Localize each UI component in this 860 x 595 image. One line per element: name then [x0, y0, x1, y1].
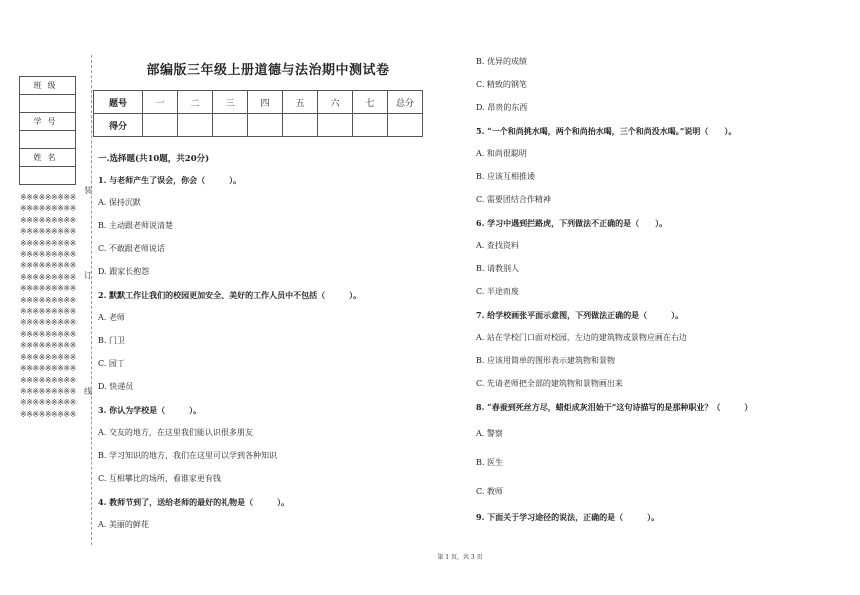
- answer-option: C. 精致的钢笔: [476, 80, 527, 89]
- question-text: 6. 学习中遇到拦路虎，下列做法不正确的是（ ）。: [476, 218, 668, 228]
- score-header-cell: 一: [143, 91, 178, 114]
- student-number-field[interactable]: [20, 131, 76, 149]
- decorative-pattern: ※※※※※※※※※※※※※※※※※※※※※※※※※※※※※※※※※※※※※※※※※※※※※※※※※※※※※※※※※※※※※※※※※※※※※※※※※※※※※※※※※※※※※※※※※※※※※※※※※※※※※※※※※※※※※※※※※※※※※※※※※※※※※※※※※※※※※※※※※※※※※※※※※※※※※※※※※※※※※※※※※※※※※※※※※※※※※※※※※※※※: [20, 193, 76, 419]
- answer-option: A. 站在学校门口面对校园，左边的建筑物或景物应画在右边: [476, 333, 687, 342]
- question-text: 9. 下面关于学习途径的说法，正确的是（ ）。: [476, 512, 660, 522]
- score-header-cell: 三: [213, 91, 248, 114]
- score-header-cell: 五: [283, 91, 318, 114]
- question-text: 8. “春蚕到死丝方尽，蜡炬成灰泪始干”这句诗描写的是那种职业？（ ）: [476, 402, 753, 412]
- answer-option: A. 老师: [98, 313, 125, 322]
- answer-option: D. 昂贵的东西: [476, 103, 528, 112]
- question-text: 4. 教师节到了，送给老师的最好的礼物是（ ）。: [98, 497, 290, 507]
- answer-option: D. 跟家长抱怨: [98, 267, 150, 276]
- score-table: [93, 90, 423, 137]
- answer-option: A. 保持沉默: [98, 198, 141, 207]
- binding-line: [91, 55, 92, 545]
- score-cell[interactable]: [178, 114, 213, 137]
- student-number-label: 学号: [20, 113, 76, 131]
- score-cell[interactable]: [213, 114, 248, 137]
- score-header-cell: 二: [178, 91, 213, 114]
- score-cell[interactable]: [388, 114, 423, 137]
- answer-option: C. 互相攀比的场所，看谁家更有钱: [98, 474, 221, 483]
- class-field[interactable]: [20, 95, 76, 113]
- section-heading: 一.选择题(共10题，共20分): [98, 154, 210, 164]
- binding-char-ding: 订: [84, 271, 92, 280]
- score-row-label: 得分: [94, 114, 143, 137]
- question-text: 1. 与老师产生了误会，你会（ ）。: [98, 175, 242, 185]
- answer-option: A. 查找资料: [476, 241, 519, 250]
- score-header-cell: 四: [248, 91, 283, 114]
- answer-option: C. 不敢跟老师说话: [98, 244, 165, 253]
- answer-option: C. 教师: [476, 487, 503, 496]
- class-label: 班级: [20, 77, 76, 95]
- answer-option: B. 请教别人: [476, 264, 519, 273]
- name-field[interactable]: [20, 167, 76, 185]
- answer-option: B. 门卫: [98, 336, 125, 345]
- score-header-cell: 题号: [94, 91, 143, 114]
- answer-option: C. 半途而废: [476, 287, 519, 296]
- score-header-cell: 总分: [388, 91, 423, 114]
- answer-option: D. 快递员: [98, 382, 134, 391]
- page-title: 部编版三年级上册道德与法治期中测试卷: [146, 63, 390, 78]
- score-header-cell: 七: [353, 91, 388, 114]
- score-cell[interactable]: [143, 114, 178, 137]
- answer-option: A. 交友的地方，在这里我们能认识很多朋友: [98, 428, 253, 437]
- score-cell[interactable]: [318, 114, 353, 137]
- answer-option: C. 先请老师把全部的建筑物和景物画出来: [476, 379, 623, 388]
- score-cell[interactable]: [283, 114, 318, 137]
- answer-option: A. 和尚很聪明: [476, 149, 527, 158]
- answer-option: B. 医生: [476, 458, 503, 467]
- question-text: 2. 默默工作让我们的校园更加安全、美好的工作人员中不包括（ ）。: [98, 290, 362, 300]
- page-footer: 第 1 页，共 3 页: [437, 554, 483, 561]
- answer-option: A. 警察: [476, 429, 503, 438]
- score-cell[interactable]: [353, 114, 388, 137]
- binding-char-xian: 线: [84, 387, 92, 396]
- answer-option: B. 优异的成绩: [476, 57, 527, 66]
- answer-option: B. 学习知识的地方，我们在这里可以学到各种知识: [98, 451, 277, 460]
- score-header-cell: 六: [318, 91, 353, 114]
- binding-char-zhuang: 装: [84, 186, 92, 195]
- answer-option: C. 园丁: [98, 359, 125, 368]
- answer-option: B. 主动跟老师说清楚: [98, 221, 173, 230]
- answer-option: B. 应该互相推诿: [476, 172, 535, 181]
- student-info-box: [19, 76, 76, 185]
- name-label: 姓名: [20, 149, 76, 167]
- question-text: 3. 你认为学校是（ ）。: [98, 405, 202, 415]
- answer-option: C. 需要团结合作精神: [476, 195, 551, 204]
- answer-option: B. 应该用简单的图形表示建筑物和景物: [476, 356, 615, 365]
- answer-option: A. 美丽的鲜花: [98, 520, 149, 529]
- question-text: 7. 给学校画张平面示意图，下列做法正确的是（ ）。: [476, 310, 684, 320]
- question-text: 5. “一个和尚挑水喝，两个和尚抬水喝，三个和尚没水喝。”说明（ ）。: [476, 126, 737, 136]
- score-cell[interactable]: [248, 114, 283, 137]
